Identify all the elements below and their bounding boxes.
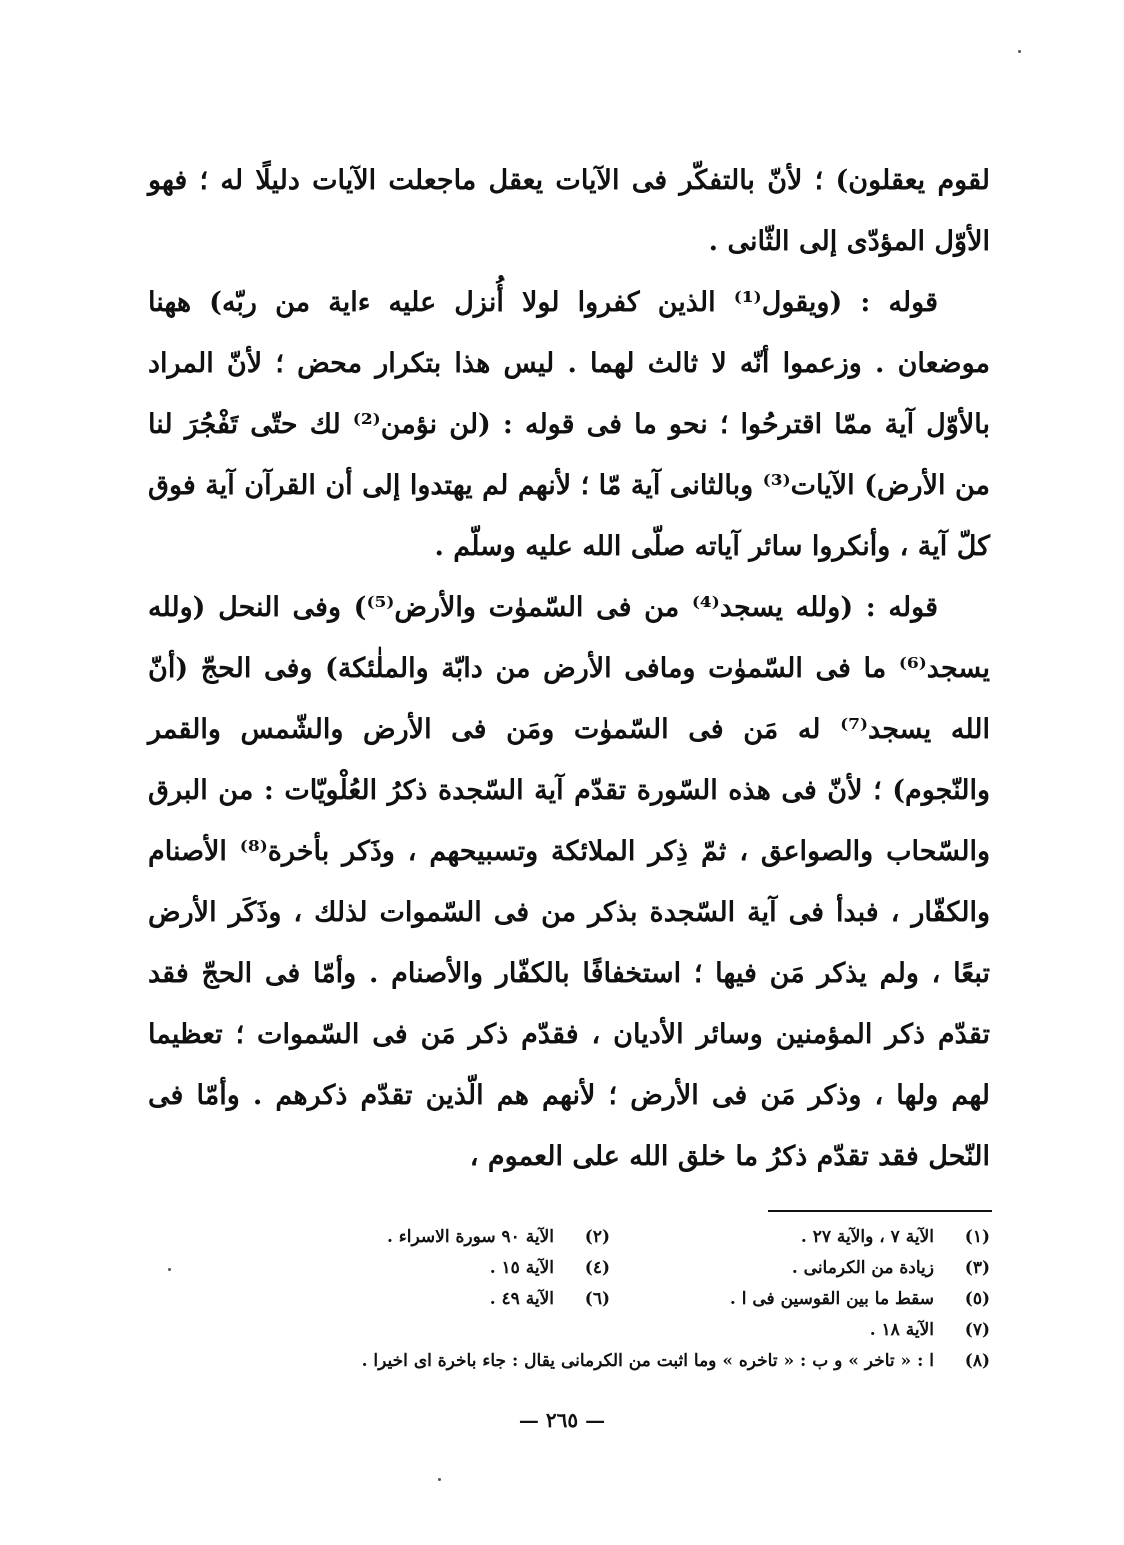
footnote-row <box>230 1253 990 1284</box>
scan-speck <box>1018 50 1021 53</box>
footnote-number: (٤) <box>584 1258 610 1278</box>
footnote-text: زيادة من الكرمانى . <box>791 1258 934 1278</box>
footnote-row <box>230 1315 990 1346</box>
paragraph-3: قوله : (ولله يسجد⁽⁴⁾ من فى السّموٰت والأرض⁽⁵⁾) وفى النحل (ولله يسجد⁽⁶⁾ ما فى السّموٰت ومافى الأرض من دابّة والملٰئكة) وفى الحجّ (أنّ الله يسجد⁽⁷⁾ له مَن فى السّموٰت ومَن فى الأرض والشّمس والقمر والنّجوم) ؛ لأنّ فى هذه السّورة تقدّم آية السّجدة ذكرُ العُلْويّات : من البرق والسّحاب والصواعق ، ثمّ ذِكر الملائكة وتسبيحهم ، وذَكر بأخرة⁽⁸⁾ الأصنام والكفّار ، فبدأ فى آية السّجدة بذكر من فى السّموات لذلك ، وذَكَر الأرض تبعًا ، ولم يذكر مَن فيها ؛ استخفافًا بالكفّار والأصنام . وأمّا فى الحجّ فقد تقدّم ذكر المؤمنين وسائر الأديان ، فقدّم ذكر مَن فى السّموات ؛ تعظيما لهم ولها ، وذكر مَن فى الأرض ؛ لأنهم هم الّذين تقدّم ذكرهم . وأمّا فى النّحل فقد تقدّم ذكرُ ما خلق الله على العموم ، <box>148 592 991 1172</box>
footnote-text: الآية ٧ ، والآية ٢٧ . <box>800 1227 934 1247</box>
footnote-text: الآية ١٨ . <box>869 1320 934 1340</box>
footnote-number: (١) <box>964 1227 990 1247</box>
footnote-number: (٥) <box>964 1289 990 1309</box>
paragraph-1: لقوم يعقلون) ؛ لأنّ بالتفكّر فى الآيات يعقل ماجعلت الآيات دليلًا له ؛ فهو الأوّل المؤدّى إلى الثّانى . <box>148 165 990 257</box>
footnote-item <box>610 1315 990 1346</box>
footnote-separator-rule <box>768 1210 992 1212</box>
footnote-number: (٢) <box>584 1227 610 1247</box>
body-text <box>148 150 990 1187</box>
paragraph-2: قوله : (ويقول⁽¹⁾ الذين كفروا لولا أُنزل عليه ءاية من ربّه) ههنا موضعان . وزعموا أنّه لا ثالث لهما . ليس هذا بتكرار محض ؛ لأنّ المراد بالأوّل آية ممّا اقترحُوا ؛ نحو ما فى قوله : (لن نؤمن⁽²⁾ لك حتّى تَفْجُرَ لنا من الأرض) الآيات⁽³⁾ وبالثانى آية مّا ؛ لأنهم لم يهتدوا إلى أن القرآن آية فوق كلّ آية ، وأنكروا سائر آياته صلّى الله عليه وسلّم . <box>148 287 990 562</box>
footnote-item <box>230 1284 610 1315</box>
footnote-text: سقط ما بين القوسين فى ا . <box>729 1289 934 1309</box>
scan-speck <box>438 1478 441 1481</box>
footnote-number: (٦) <box>584 1289 610 1309</box>
page-number: — ٢٦٥ — <box>518 1408 606 1432</box>
footnote-text: الآية ٩٠ سورة الاسراء . <box>386 1227 554 1247</box>
footnote-item <box>230 1222 610 1253</box>
footnote-item <box>610 1222 990 1253</box>
footnote-item <box>610 1253 990 1284</box>
footnotes <box>230 1222 990 1377</box>
footnote-item <box>230 1253 610 1284</box>
footnote-number: (٣) <box>964 1258 990 1278</box>
footnote-text: الآية ١٥ . <box>489 1258 554 1278</box>
footnote-text: ا : « تاخر » و ب : « تاخره » وما اثبت من الكرمانى يقال : جاء باخرة اى اخيرا . <box>361 1351 934 1371</box>
footnote-item <box>610 1284 990 1315</box>
footnote-number: (٨) <box>964 1351 990 1371</box>
footnote-row <box>230 1222 990 1253</box>
footnote-row <box>230 1284 990 1315</box>
scan-speck <box>168 1268 171 1271</box>
footnote-text: الآية ٤٩ . <box>489 1289 554 1309</box>
footnote-number: (٧) <box>964 1320 990 1340</box>
footnote-row <box>230 1346 990 1377</box>
